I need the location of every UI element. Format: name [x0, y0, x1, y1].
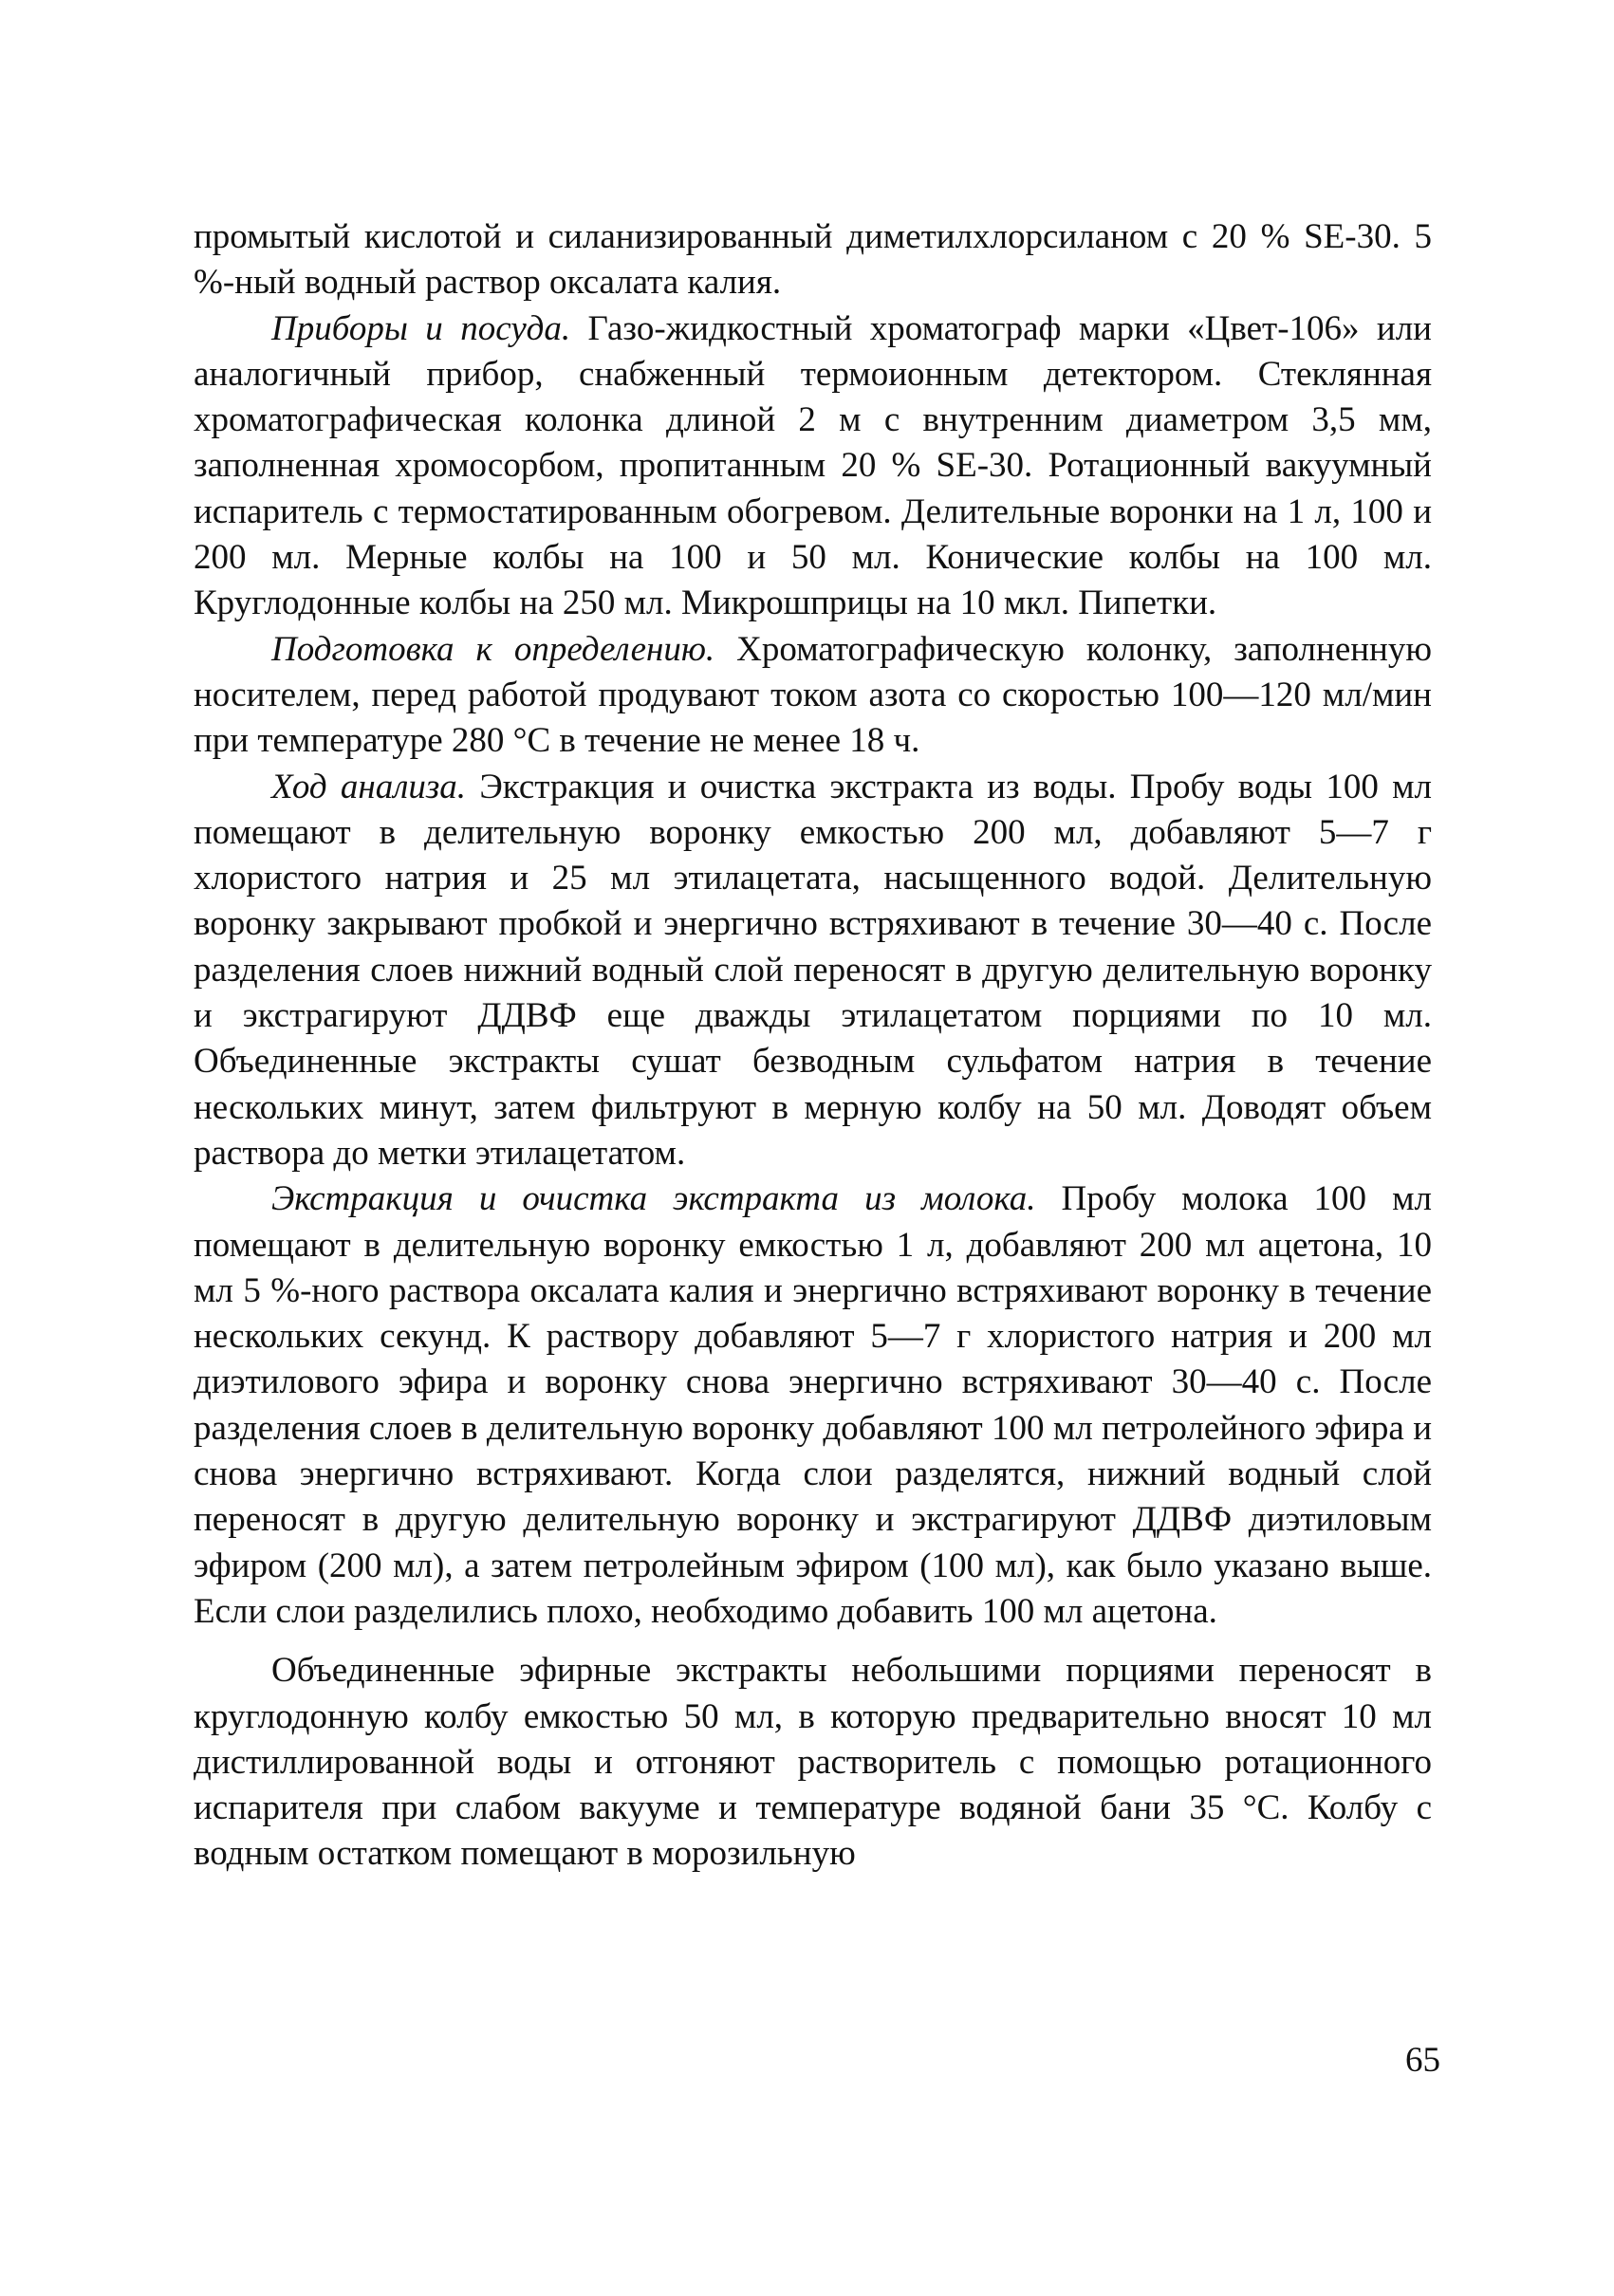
paragraph-text: Экстракция и очистка экстракта из воды. Пробу воды 100 мл помещают в делительную воронку емкостью 200 мл, добавляют 5—7 г хлористого натрия и 25 мл этилацетата, насыщенного водой. Делительную воронку закрывают пробкой и энергично встряхивают в течение 30—40 с. После разделения слоев нижний водный слой переносят в другую делительную воронку и экстрагируют ДДВФ еще дважды этилацетатом порциями по 10 мл. Объединенные экстракты сушат безводным сульфатом натрия в течение нескольких минут, затем фильтруют в мерную колбу на 50 мл. Доводят объем раствора до метки этилацетатом.	[194, 767, 1432, 1173]
paragraph-reagents-continuation	[194, 214, 1432, 306]
paragraph-ether-extracts	[194, 1648, 1432, 1877]
paragraph-text: Хроматографическую колонку, заполненную носителем, перед работой продувают током азота со скоростью 100—120 мл/мин при температуре 280 °С в течение не менее 18 ч.	[194, 629, 1432, 761]
section-heading-instruments: Приборы и посуда.	[271, 308, 571, 348]
section-heading-preparation: Подготовка к определению.	[271, 629, 715, 669]
paragraph-instruments	[194, 306, 1432, 627]
paragraph-preparation	[194, 627, 1432, 765]
paragraph-text: Пробу молока 100 мл помещают в делительную воронку емкостью 1 л, добавляют 200 мл ацетона, 10 мл 5 %-ного раствора оксалата калия и энергично встряхивают воронку в течение нескольких секунд. К раствору добавляют 5—7 г хлористого натрия и 200 мл диэтилового эфира и воронку снова энергично встряхивают 30—40 с. После разделения слоев в делительную воронку добавляют 100 мл петролейного эфира и снова энергично встряхивают. Когда слои разделятся, нижний водный слой переносят в другую делительную воронку и экстрагируют ДДВФ диэтиловым эфиром (200 мл), а затем петролейным эфиром (100 мл), как было указано выше. Если слои разделились плохо, необходимо добавить 100 мл ацетона.	[194, 1179, 1432, 1631]
paragraph-text: Объединенные эфирные экстракты небольшими порциями переносят в круглодонную колбу емкостью 50 мл, в которую предварительно вносят 10 мл дистиллированной воды и отгоняют растворитель с помощью ротационного испарителя при слабом вакууме и температуре водяной бани 35 °С. Колбу с водным остатком помещают в морозильную	[194, 1651, 1432, 1874]
page-body	[194, 214, 1432, 1878]
section-heading-analysis: Ход анализа.	[271, 767, 467, 806]
paragraph-milk-extraction	[194, 1176, 1432, 1635]
page-number: 65	[1405, 2041, 1440, 2080]
paragraph-text: промытый кислотой и силанизированный диметилхлорсиланом с 20 % SE-30. 5 %-ный водный раствор оксалата калия.	[194, 217, 1432, 303]
paragraph-analysis	[194, 765, 1432, 1177]
paragraph-text: Газо-жидкостный хроматограф марки «Цвет-106» или аналогичный прибор, снабженный термоионным детектором. Стеклянная хроматографическая колонка длиной 2 м с внутренним диаметром 3,5 мм, заполненная хромосорбом, пропитанным 20 % SE-30. Ротационный вакуумный испаритель с термостатированным обогревом. Делительные воронки на 1 л, 100 и 200 мл. Мерные колбы на 100 и 50 мл. Конические колбы на 100 мл. Круглодонные колбы на 250 мл. Микрошприцы на 10 мкл. Пипетки.	[194, 308, 1432, 623]
section-heading-milk-extraction: Экстракция и очистка экстракта из молока.	[271, 1179, 1036, 1219]
